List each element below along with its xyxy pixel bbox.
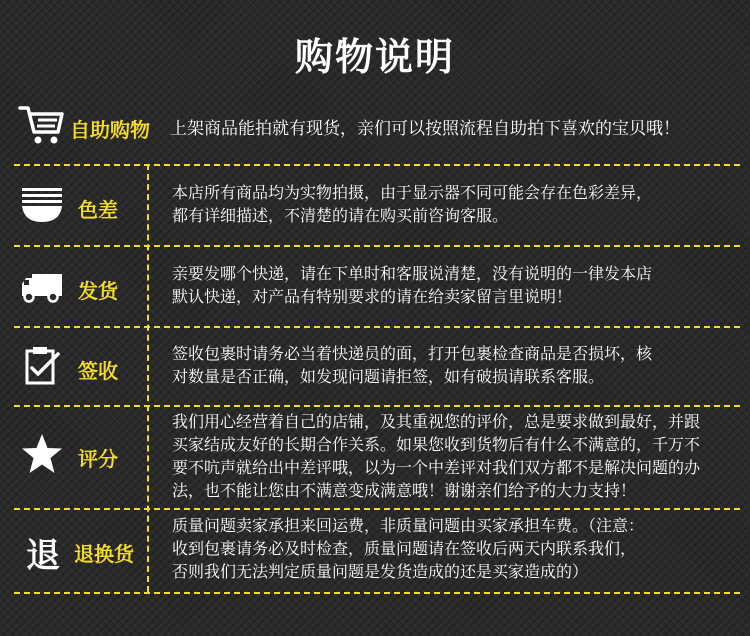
delivery-truck-icon	[20, 264, 64, 308]
text-line: 签收包裹时请务必当着快递员的面，打开包裹检查商品是否损坏，核	[172, 344, 653, 363]
star-icon	[20, 432, 64, 476]
text-line: 默认快递，对产品有特别要求的请在给卖家留言里说明！	[172, 287, 573, 306]
section-label: 评分	[78, 447, 118, 471]
shopping-cart-icon	[18, 100, 66, 148]
section-text	[172, 410, 734, 502]
intro-label: 自助购物	[70, 118, 150, 142]
text-line: 收到包裹请务必及时检查，质量问题请在签收后两天内联系我们，	[172, 539, 637, 558]
page-title: 购物说明	[294, 35, 455, 79]
text-line: 都有详细描述，不清楚的请在购买前咨询客服。	[172, 206, 509, 225]
text-line: 亲要发哪个快递，请在下单时和客服说清楚，没有说明的一律发本店	[172, 264, 653, 283]
section-label: 发货	[78, 279, 118, 303]
divider	[14, 326, 740, 328]
section-label: 色差	[78, 198, 118, 222]
divider	[14, 245, 740, 247]
section-text	[172, 181, 734, 227]
text-line: 否则我们无法判定质量问题是发货造成的还是买家造成的）	[172, 562, 589, 581]
clipboard-check-icon	[20, 344, 64, 388]
divider	[14, 164, 740, 166]
divider	[14, 592, 740, 594]
bowl-icon	[20, 184, 64, 228]
text-line: 要不吭声就给出中差评哦，以为一个中差评对我们双方都不是解决问题的办	[172, 458, 701, 477]
divider	[14, 508, 740, 510]
text-line: 对数量是否正确，如发现问题请拒签，如有破损请联系客服。	[172, 367, 605, 386]
column-divider	[147, 164, 149, 592]
text-line: 法，也不能让您由不满意变成满意哦！谢谢亲们给予的大力支持！	[172, 481, 637, 500]
divider	[14, 405, 740, 407]
section-text	[172, 262, 734, 308]
section-text	[172, 514, 734, 583]
section-label: 退换货	[74, 542, 134, 566]
text-line: 质量问题卖家承担来回运费，非质量问题由买家承担车费。（注意：	[172, 516, 645, 535]
text-line: 本店所有商品均为实物拍摄，由于显示器不同可能会存在色彩差异，	[172, 183, 653, 202]
text-line: 买家结成友好的长期合作关系。如果您收到货物后有什么不满意的，千万不	[172, 435, 701, 454]
return-character-icon: 退	[26, 536, 60, 576]
intro-text: 上架商品能拍就有现货，亲们可以按照流程自助拍下喜欢的宝贝哦！	[170, 119, 680, 139]
section-label: 签收	[78, 359, 118, 383]
section-text	[172, 342, 734, 388]
text-line: 我们用心经营着自己的店铺，及其重视您的评价，总是要求做到最好，并跟	[172, 412, 701, 431]
